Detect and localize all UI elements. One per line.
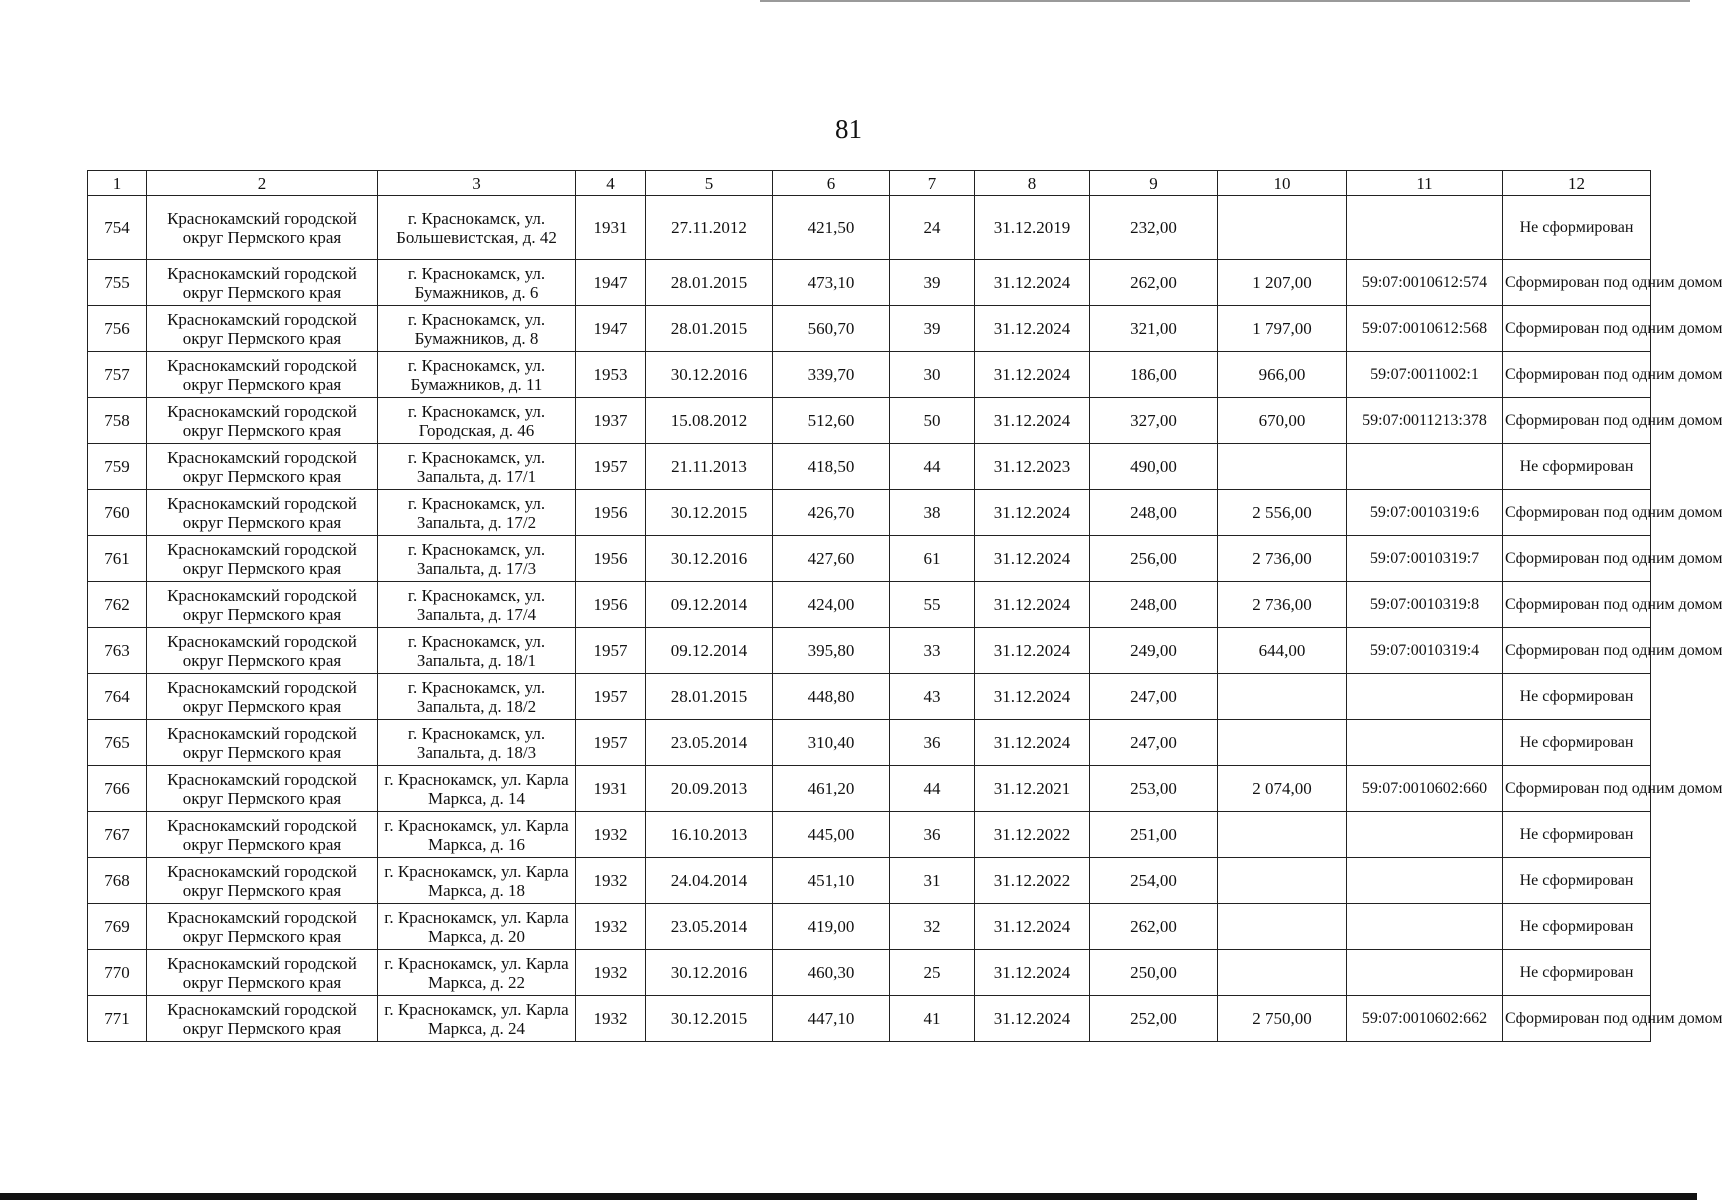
resettlement-deadline-cell: 31.12.2019 [975,196,1090,260]
residents-cell: 44 [890,766,975,812]
row-number-cell: 769 [88,904,147,950]
residential-area-cell: 249,00 [1090,628,1218,674]
house-area-cell: 560,70 [773,306,890,352]
residential-area-cell: 262,00 [1090,260,1218,306]
house-area-cell: 448,80 [773,674,890,720]
land-area-cell: 644,00 [1218,628,1347,674]
land-status-cell: Сформирован под одним домом [1503,490,1651,536]
scan-edge-line [760,0,1690,2]
house-area-cell: 310,40 [773,720,890,766]
resettlement-deadline-cell: 31.12.2024 [975,950,1090,996]
row-number-cell: 759 [88,444,147,490]
row-number-cell: 763 [88,628,147,674]
residents-cell: 33 [890,628,975,674]
row-number-cell: 771 [88,996,147,1042]
column-header: 7 [890,171,975,196]
column-header: 10 [1218,171,1347,196]
table-row [88,674,1651,720]
land-area-cell [1218,858,1347,904]
cadastral-number-cell [1347,720,1503,766]
land-area-cell: 2 736,00 [1218,582,1347,628]
land-area-cell [1218,444,1347,490]
recognition-date-cell: 09.12.2014 [646,628,773,674]
cadastral-number-cell [1347,674,1503,720]
resettlement-deadline-cell: 31.12.2024 [975,904,1090,950]
residents-cell: 44 [890,444,975,490]
owner-cell: Краснокамский городской округ Пермского края [147,720,378,766]
owner-cell: Краснокамский городской округ Пермского края [147,444,378,490]
resettlement-deadline-cell: 31.12.2021 [975,766,1090,812]
owner-cell: Краснокамский городской округ Пермского края [147,582,378,628]
cadastral-number-cell: 59:07:0010319:4 [1347,628,1503,674]
build-year-cell: 1932 [576,812,646,858]
resettlement-deadline-cell: 31.12.2022 [975,858,1090,904]
column-header: 8 [975,171,1090,196]
resettlement-deadline-cell: 31.12.2022 [975,812,1090,858]
land-status-cell: Не сформирован [1503,720,1651,766]
residential-area-cell: 256,00 [1090,536,1218,582]
resettlement-deadline-cell: 31.12.2024 [975,398,1090,444]
build-year-cell: 1932 [576,996,646,1042]
address-cell: г. Краснокамск, ул. Карла Маркса, д. 14 [378,766,576,812]
house-area-cell: 419,00 [773,904,890,950]
cadastral-number-cell: 59:07:0010602:662 [1347,996,1503,1042]
column-header: 6 [773,171,890,196]
owner-cell: Краснокамский городской округ Пермского края [147,260,378,306]
owner-cell: Краснокамский городской округ Пермского края [147,490,378,536]
land-area-cell [1218,950,1347,996]
owner-cell: Краснокамский городской округ Пермского края [147,352,378,398]
recognition-date-cell: 30.12.2016 [646,950,773,996]
residential-area-cell: 253,00 [1090,766,1218,812]
residents-cell: 25 [890,950,975,996]
residential-area-cell: 248,00 [1090,490,1218,536]
column-header: 12 [1503,171,1651,196]
resettlement-deadline-cell: 31.12.2024 [975,306,1090,352]
land-area-cell: 966,00 [1218,352,1347,398]
residents-cell: 32 [890,904,975,950]
scan-bottom-edge [0,1193,1697,1200]
residents-cell: 55 [890,582,975,628]
table-body [88,196,1722,1042]
residential-area-cell: 252,00 [1090,996,1218,1042]
land-status-cell: Сформирован под одним домом [1503,306,1651,352]
resettlement-deadline-cell: 31.12.2024 [975,674,1090,720]
recognition-date-cell: 23.05.2014 [646,904,773,950]
cadastral-number-cell [1347,950,1503,996]
address-cell: г. Краснокамск, ул. Городская, д. 46 [378,398,576,444]
owner-cell: Краснокамский городской округ Пермского края [147,306,378,352]
table-row [88,812,1651,858]
recognition-date-cell: 30.12.2015 [646,996,773,1042]
house-area-cell: 427,60 [773,536,890,582]
land-status-cell: Не сформирован [1503,674,1651,720]
recognition-date-cell: 09.12.2014 [646,582,773,628]
house-area-cell: 512,60 [773,398,890,444]
recognition-date-cell: 15.08.2012 [646,398,773,444]
residential-area-cell: 254,00 [1090,858,1218,904]
address-cell: г. Краснокамск, ул. Запальта, д. 18/2 [378,674,576,720]
cadastral-number-cell: 59:07:0010602:660 [1347,766,1503,812]
row-number-cell: 768 [88,858,147,904]
resettlement-deadline-cell: 31.12.2024 [975,260,1090,306]
cadastral-number-cell: 59:07:0010612:574 [1347,260,1503,306]
cadastral-number-cell: 59:07:0010319:6 [1347,490,1503,536]
column-header: 5 [646,171,773,196]
owner-cell: Краснокамский городской округ Пермского края [147,536,378,582]
table-row [88,196,1651,260]
residents-cell: 39 [890,306,975,352]
recognition-date-cell: 23.05.2014 [646,720,773,766]
address-cell: г. Краснокамск, ул. Бумажников, д. 11 [378,352,576,398]
owner-cell: Краснокамский городской округ Пермского края [147,904,378,950]
owner-cell: Краснокамский городской округ Пермского края [147,628,378,674]
residential-area-cell: 186,00 [1090,352,1218,398]
housing-registry-table [87,170,1722,1042]
land-area-cell [1218,904,1347,950]
address-cell: г. Краснокамск, ул. Карла Маркса, д. 20 [378,904,576,950]
table-row [88,536,1651,582]
address-cell: г. Краснокамск, ул. Запальта, д. 17/4 [378,582,576,628]
recognition-date-cell: 24.04.2014 [646,858,773,904]
owner-cell: Краснокамский городской округ Пермского края [147,398,378,444]
address-cell: г. Краснокамск, ул. Бумажников, д. 6 [378,260,576,306]
land-area-cell: 2 556,00 [1218,490,1347,536]
residents-cell: 39 [890,260,975,306]
house-area-cell: 461,20 [773,766,890,812]
row-number-cell: 754 [88,196,147,260]
build-year-cell: 1957 [576,444,646,490]
row-number-cell: 755 [88,260,147,306]
cadastral-number-cell [1347,812,1503,858]
column-header: 3 [378,171,576,196]
residential-area-cell: 262,00 [1090,904,1218,950]
resettlement-deadline-cell: 31.12.2023 [975,444,1090,490]
table-row [88,950,1651,996]
recognition-date-cell: 20.09.2013 [646,766,773,812]
recognition-date-cell: 30.12.2016 [646,352,773,398]
column-header: 11 [1347,171,1503,196]
build-year-cell: 1956 [576,490,646,536]
house-area-cell: 339,70 [773,352,890,398]
residents-cell: 41 [890,996,975,1042]
row-number-cell: 761 [88,536,147,582]
address-cell: г. Краснокамск, ул. Карла Маркса, д. 18 [378,858,576,904]
resettlement-deadline-cell: 31.12.2024 [975,720,1090,766]
address-cell: г. Краснокамск, ул. Запальта, д. 18/3 [378,720,576,766]
residential-area-cell: 251,00 [1090,812,1218,858]
address-cell: г. Краснокамск, ул. Большевистская, д. 42 [378,196,576,260]
build-year-cell: 1947 [576,260,646,306]
address-cell: г. Краснокамск, ул. Запальта, д. 17/2 [378,490,576,536]
residents-cell: 43 [890,674,975,720]
house-area-cell: 451,10 [773,858,890,904]
cadastral-number-cell: 59:07:0011002:1 [1347,352,1503,398]
table-row [88,628,1651,674]
land-status-cell: Сформирован под одним домом [1503,352,1651,398]
table-row [88,398,1651,444]
residents-cell: 38 [890,490,975,536]
address-cell: г. Краснокамск, ул. Запальта, д. 17/1 [378,444,576,490]
cadastral-number-cell: 59:07:0010319:7 [1347,536,1503,582]
residential-area-cell: 250,00 [1090,950,1218,996]
land-area-cell: 1 797,00 [1218,306,1347,352]
cadastral-number-cell [1347,444,1503,490]
resettlement-deadline-cell: 31.12.2024 [975,536,1090,582]
residents-cell: 61 [890,536,975,582]
residents-cell: 24 [890,196,975,260]
land-status-cell: Сформирован под одним домом [1503,996,1651,1042]
land-area-cell: 2 750,00 [1218,996,1347,1042]
residents-cell: 36 [890,720,975,766]
address-cell: г. Краснокамск, ул. Карла Маркса, д. 24 [378,996,576,1042]
row-number-cell: 765 [88,720,147,766]
land-status-cell: Не сформирован [1503,812,1651,858]
table-row [88,306,1651,352]
owner-cell: Краснокамский городской округ Пермского края [147,766,378,812]
owner-cell: Краснокамский городской округ Пермского края [147,812,378,858]
build-year-cell: 1932 [576,904,646,950]
row-number-cell: 766 [88,766,147,812]
build-year-cell: 1956 [576,536,646,582]
column-number-row [88,171,1651,196]
owner-cell: Краснокамский городской округ Пермского края [147,674,378,720]
house-area-cell: 426,70 [773,490,890,536]
resettlement-deadline-cell: 31.12.2024 [975,996,1090,1042]
build-year-cell: 1956 [576,582,646,628]
table-row [88,444,1651,490]
table-row [88,720,1651,766]
owner-cell: Краснокамский городской округ Пермского края [147,858,378,904]
house-area-cell: 445,00 [773,812,890,858]
recognition-date-cell: 21.11.2013 [646,444,773,490]
residential-area-cell: 232,00 [1090,196,1218,260]
build-year-cell: 1931 [576,766,646,812]
cadastral-number-cell: 59:07:0010612:568 [1347,306,1503,352]
address-cell: г. Краснокамск, ул. Запальта, д. 18/1 [378,628,576,674]
recognition-date-cell: 30.12.2015 [646,490,773,536]
build-year-cell: 1953 [576,352,646,398]
residents-cell: 31 [890,858,975,904]
residential-area-cell: 490,00 [1090,444,1218,490]
house-area-cell: 424,00 [773,582,890,628]
residential-area-cell: 247,00 [1090,674,1218,720]
address-cell: г. Краснокамск, ул. Карла Маркса, д. 16 [378,812,576,858]
land-status-cell: Сформирован под одним домом [1503,398,1651,444]
resettlement-deadline-cell: 31.12.2024 [975,490,1090,536]
page-number: 81 [835,114,862,144]
land-area-cell [1218,812,1347,858]
recognition-date-cell: 28.01.2015 [646,260,773,306]
land-status-cell: Сформирован под одним домом [1503,628,1651,674]
address-cell: г. Краснокамск, ул. Бумажников, д. 8 [378,306,576,352]
table-row [88,996,1651,1042]
build-year-cell: 1957 [576,720,646,766]
house-area-cell: 395,80 [773,628,890,674]
row-number-cell: 762 [88,582,147,628]
land-status-cell: Не сформирован [1503,904,1651,950]
residents-cell: 36 [890,812,975,858]
build-year-cell: 1937 [576,398,646,444]
land-status-cell: Не сформирован [1503,444,1651,490]
resettlement-deadline-cell: 31.12.2024 [975,628,1090,674]
recognition-date-cell: 30.12.2016 [646,536,773,582]
land-area-cell: 1 207,00 [1218,260,1347,306]
table-row [88,858,1651,904]
land-status-cell: Не сформирован [1503,196,1651,260]
residential-area-cell: 321,00 [1090,306,1218,352]
land-status-cell: Не сформирован [1503,950,1651,996]
land-area-cell [1218,720,1347,766]
recognition-date-cell: 28.01.2015 [646,674,773,720]
table-row [88,260,1651,306]
residents-cell: 50 [890,398,975,444]
row-number-cell: 767 [88,812,147,858]
row-number-cell: 758 [88,398,147,444]
house-area-cell: 460,30 [773,950,890,996]
column-header: 9 [1090,171,1218,196]
table-row [88,352,1651,398]
house-area-cell: 421,50 [773,196,890,260]
resettlement-deadline-cell: 31.12.2024 [975,582,1090,628]
land-area-cell [1218,196,1347,260]
house-area-cell: 473,10 [773,260,890,306]
owner-cell: Краснокамский городской округ Пермского края [147,996,378,1042]
owner-cell: Краснокамский городской округ Пермского края [147,196,378,260]
land-status-cell: Сформирован под одним домом [1503,582,1651,628]
build-year-cell: 1931 [576,196,646,260]
land-area-cell: 2 736,00 [1218,536,1347,582]
address-cell: г. Краснокамск, ул. Карла Маркса, д. 22 [378,950,576,996]
land-status-cell: Сформирован под одним домом [1503,766,1651,812]
row-number-cell: 760 [88,490,147,536]
recognition-date-cell: 16.10.2013 [646,812,773,858]
cadastral-number-cell: 59:07:0011213:378 [1347,398,1503,444]
resettlement-deadline-cell: 31.12.2024 [975,352,1090,398]
table-row [88,904,1651,950]
land-status-cell: Не сформирован [1503,858,1651,904]
land-status-cell: Сформирован под одним домом [1503,260,1651,306]
build-year-cell: 1947 [576,306,646,352]
column-header: 2 [147,171,378,196]
cadastral-number-cell [1347,196,1503,260]
build-year-cell: 1932 [576,858,646,904]
cadastral-number-cell [1347,858,1503,904]
table-row [88,490,1651,536]
cadastral-number-cell: 59:07:0010319:8 [1347,582,1503,628]
recognition-date-cell: 28.01.2015 [646,306,773,352]
row-number-cell: 756 [88,306,147,352]
table-row [88,582,1651,628]
recognition-date-cell: 27.11.2012 [646,196,773,260]
residential-area-cell: 247,00 [1090,720,1218,766]
house-area-cell: 418,50 [773,444,890,490]
house-area-cell: 447,10 [773,996,890,1042]
residential-area-cell: 248,00 [1090,582,1218,628]
column-header: 1 [88,171,147,196]
address-cell: г. Краснокамск, ул. Запальта, д. 17/3 [378,536,576,582]
row-number-cell: 764 [88,674,147,720]
build-year-cell: 1957 [576,674,646,720]
cadastral-number-cell [1347,904,1503,950]
residents-cell: 30 [890,352,975,398]
table-row [88,766,1651,812]
residential-area-cell: 327,00 [1090,398,1218,444]
land-area-cell: 670,00 [1218,398,1347,444]
column-header: 4 [576,171,646,196]
build-year-cell: 1957 [576,628,646,674]
row-number-cell: 757 [88,352,147,398]
owner-cell: Краснокамский городской округ Пермского края [147,950,378,996]
land-area-cell [1218,674,1347,720]
row-number-cell: 770 [88,950,147,996]
build-year-cell: 1932 [576,950,646,996]
land-status-cell: Сформирован под одним домом [1503,536,1651,582]
land-area-cell: 2 074,00 [1218,766,1347,812]
